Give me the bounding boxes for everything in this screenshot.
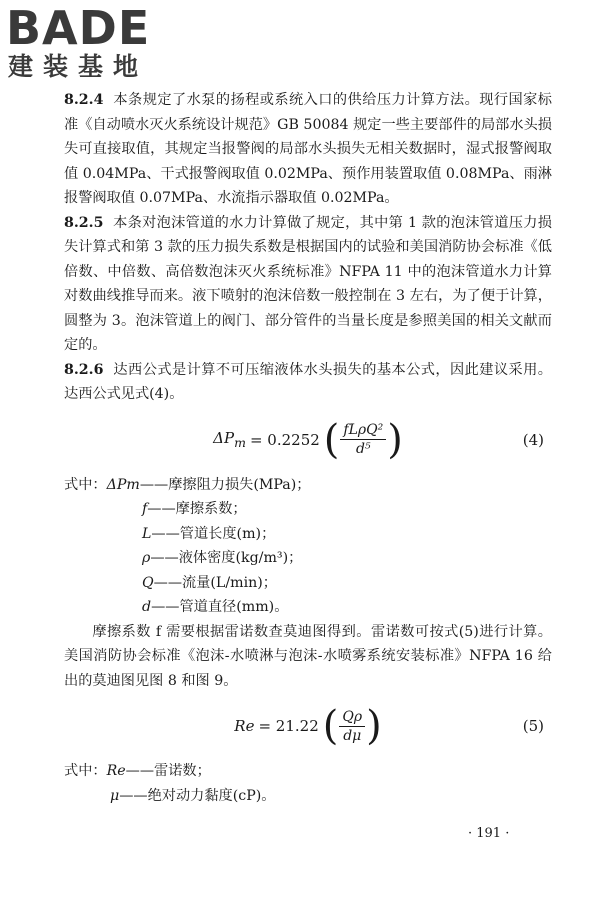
section-text: 达西公式是计算不可压缩液体水头损失的基本公式，因此建议采用。达西公式见式(4)。: [64, 361, 552, 402]
definitions-intro: 式中：: [64, 476, 107, 493]
formula-coefficient: = 21.22: [258, 717, 319, 735]
bracket-open: (: [322, 703, 339, 749]
formula-5: [64, 693, 552, 759]
section-number: 8.2.6: [64, 361, 104, 378]
page-body: [64, 88, 552, 808]
definition-desc: 绝对动力黏度(cP)。: [147, 787, 276, 804]
definition-dash: ——: [125, 763, 155, 779]
definition-dash: ——: [119, 787, 148, 804]
section-text: 本条规定了水泵的扬程或系统入口的供给压力计算方法。现行国家标准《自动喷水灭火系统设计规范》GB 50084 规定一些主要部件的局部水头损失可直接取值，其规定当报警阀的局部水头损失无相关数据时，湿式报警阀取值 0.04MPa、干式报警阀取值 0.02MPa、预作用装置取值 0.08MPa、雨淋报警阀取值 0.07MPa、水流指示器取值 0.02MPa。: [64, 92, 552, 206]
brand-logo: [6, 1, 176, 86]
definition-symbol: L: [142, 525, 152, 542]
definitions-list-4: [64, 473, 552, 620]
formula-lhs: $\Delta P_m$: [213, 429, 246, 450]
definition-symbol: μ: [110, 787, 120, 804]
formula-fraction: [339, 708, 365, 745]
equation-number: (5): [522, 717, 544, 735]
equation-number: (4): [522, 430, 544, 449]
fraction-denominator: dμ: [343, 727, 362, 744]
definition-dash: ——: [139, 476, 169, 493]
definition-symbol: Re: [106, 763, 126, 779]
definition-symbol: d: [142, 599, 152, 615]
bracket-close: ): [387, 416, 403, 463]
formula-lhs: Re: [234, 717, 255, 735]
section-8-2-5: [64, 211, 552, 358]
definition-symbol: ΔPm: [106, 476, 140, 493]
formula-4: [64, 407, 552, 473]
definition-desc: 管道长度(m)；: [179, 525, 276, 542]
section-8-2-6: [64, 358, 552, 407]
definition-row: [64, 759, 552, 784]
definition-row: [64, 784, 552, 809]
definitions-intro: 式中：: [64, 763, 107, 779]
fraction-denominator: d⁵: [356, 441, 371, 457]
definition-desc: 管道直径(mm)。: [179, 599, 289, 615]
definition-row: [64, 497, 552, 522]
definition-symbol: f: [142, 501, 148, 517]
logo-wordmark: BADE: [6, 1, 151, 55]
definition-row: [64, 522, 552, 547]
fraction-numerator: fLρQ²: [340, 421, 386, 440]
definitions-list-5: [64, 759, 552, 808]
definition-dash: ——: [147, 501, 176, 517]
definition-desc: 流量(L/min)；: [182, 574, 277, 591]
definition-symbol: ρ: [142, 550, 151, 566]
fraction-numerator: Qρ: [339, 708, 365, 727]
formula-fraction: [340, 421, 386, 458]
definition-desc: 摩擦系数；: [175, 501, 247, 517]
definition-row: [64, 546, 552, 571]
formula-coefficient: = 0.2252: [249, 430, 320, 449]
definition-row: [64, 473, 552, 498]
definition-desc: 摩擦阻力损失(MPa)；: [168, 476, 311, 493]
section-8-2-4: [64, 88, 552, 211]
definition-dash: ——: [153, 574, 183, 591]
definition-symbol: Q: [142, 574, 154, 591]
definition-dash: ——: [150, 550, 179, 566]
logo-subtitle: 建装基地: [8, 52, 149, 81]
section-number: 8.2.4: [64, 92, 104, 108]
page-number: · 191 ·: [468, 826, 510, 841]
bracket-open: (: [323, 416, 340, 463]
bracket-close: ): [366, 703, 382, 749]
section-number: 8.2.5: [64, 214, 104, 231]
section-text: 本条对泡沫管道的水力计算做了规定，其中第 1 款的泡沫管道压力损失计算式和第 3 款的压力损失系数是根据国内的试验和美国消防协会标准《低倍数、中倍数、高倍数泡沫灭火系统标准》NFPA 11 中的泡沫管道水力计算对数曲线推导而来。液下喷射的泡沫倍数一般控制在 3 左右，为了便于计算，圆整为 3。泡沫管道上的阀门、部分管件的当量长度是参照美国的相关文献而定的。: [64, 214, 552, 353]
definition-dash: ——: [151, 525, 180, 542]
definition-row: [64, 595, 552, 620]
definition-dash: ——: [151, 599, 180, 615]
definition-desc: 雷诺数；: [154, 763, 211, 779]
definition-row: [64, 571, 552, 596]
paragraph-friction-factor: 摩擦系数 f 需要根据雷诺数查莫迪图得到。雷诺数可按式(5)进行计算。美国消防协会标准《泡沫-水喷淋与泡沫-水喷雾系统安装标准》NFPA 16 给出的莫迪图见图 8 和图 9。: [64, 623, 552, 689]
definition-desc: 液体密度(kg/m³)；: [178, 550, 303, 566]
